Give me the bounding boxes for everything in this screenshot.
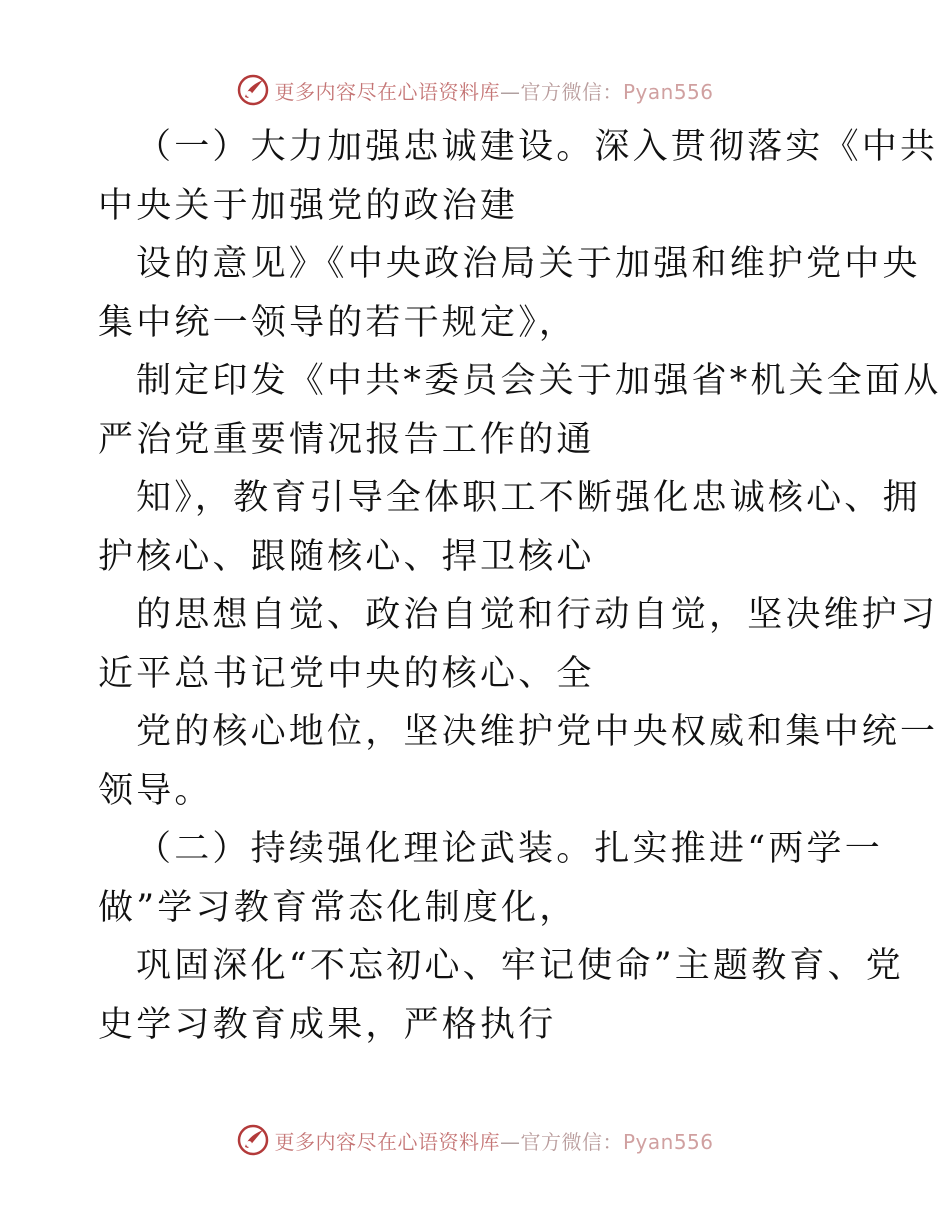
document-line: 中央关于加强党的政治建 [98, 185, 519, 226]
document-line: 领导。 [98, 770, 213, 811]
watermark-wechat-label: 官方微信： [520, 1129, 623, 1154]
watermark-main-text: 更多内容尽在心语资料库 [274, 1129, 500, 1154]
library-logo-icon [236, 1123, 270, 1157]
watermark-wechat-label: 官方微信： [520, 79, 623, 104]
document-body [98, 118, 942, 1054]
watermark-text [274, 1126, 713, 1155]
document-line: 做”学习教育常态化制度化， [98, 887, 578, 928]
document-line: 严治党重要情况报告工作的通 [98, 419, 595, 460]
document-line: 史学习教育成果，严格执行 [98, 1004, 557, 1045]
library-logo-icon [236, 73, 270, 107]
document-line: （二）持续强化理论武装。扎实推进“两学一 [136, 829, 883, 869]
watermark-separator: — [499, 79, 521, 104]
watermark-text [274, 76, 713, 105]
document-line: 护核心、跟随核心、捍卫核心 [98, 536, 595, 577]
header-watermark [0, 70, 950, 110]
document-line: 集中统一领导的若干规定》， [98, 302, 578, 343]
watermark-wechat-id: Pyan556 [622, 79, 714, 104]
document-line: 制定印发《中共*委员会关于加强省*机关全面从 [136, 361, 942, 401]
document-line: 的思想自觉、政治自觉和行动自觉，坚决维护习 [136, 595, 939, 635]
document-line: （一）大力加强忠诚建设。深入贯彻落实《中共 [136, 127, 939, 167]
watermark-separator: — [499, 1129, 521, 1154]
watermark-main-text: 更多内容尽在心语资料库 [274, 79, 500, 104]
document-line: 近平总书记党中央的核心、全 [98, 653, 595, 694]
document-line: 设的意见》《中央政治局关于加强和维护党中央 [136, 244, 921, 284]
document-line: 巩固深化“不忘初心、牢记使命”主题教育、党 [136, 946, 904, 986]
footer-watermark [0, 1120, 950, 1160]
document-line: 党的核心地位，坚决维护党中央权威和集中统一 [136, 712, 939, 752]
document-line: 知》，教育引导全体职工不断强化忠诚核心、拥 [136, 478, 921, 518]
watermark-wechat-id: Pyan556 [622, 1129, 714, 1154]
